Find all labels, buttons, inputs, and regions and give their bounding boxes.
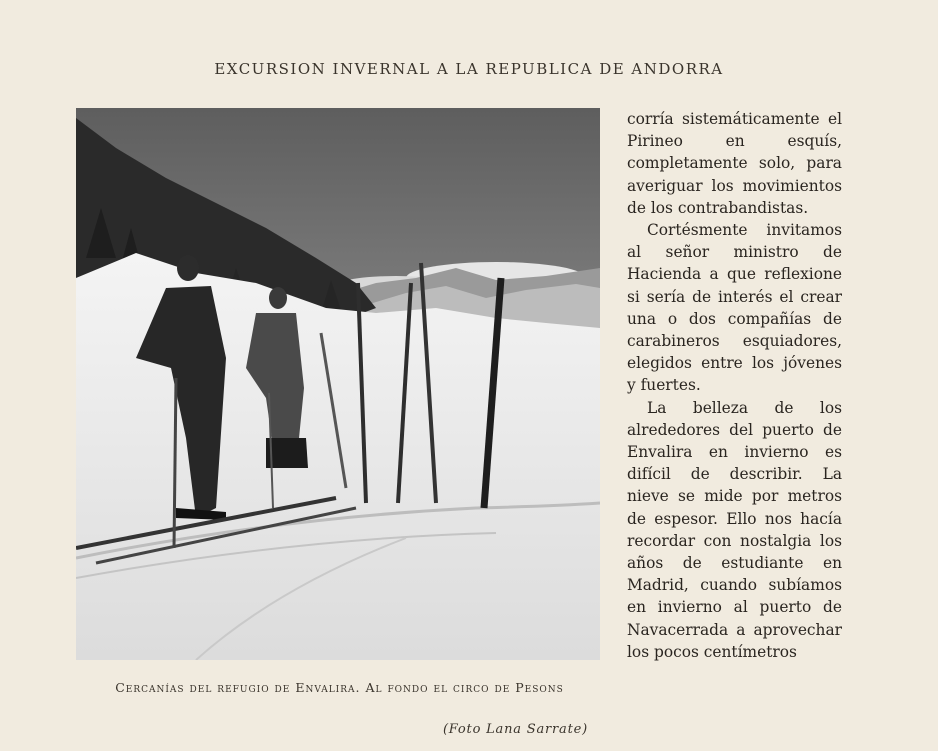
mountain-ski-scene — [76, 108, 600, 660]
photo-credit: (Foto Lana Sarrate) — [442, 722, 588, 737]
ski-photograph — [76, 108, 600, 660]
article-paragraph: corría sistemáticamente el Pirineo en esquís, completamente solo, para averiguar los movimientos de los contrabandistas. — [627, 110, 842, 217]
photo-caption: Cercanías del refugio de Envalira. Al fondo el circo de Pesons — [115, 680, 564, 695]
article-paragraph: La belleza de los alrededores del puerto de Envalira en invierno es difícil de describir. La nieve se mide por metros de espesor. Ello nos hacía recordar con nostalgia los años de estudiante en Madrid, cuando subíamos en invierno al puerto de Navacerrada a aprovechar los pocos centímetros — [627, 398, 842, 661]
running-header: EXCURSION INVERNAL A LA REPUBLICA DE ANDORRA — [214, 60, 724, 78]
article-paragraph: Cortésmente invitamos al señor ministro de Hacienda a que reflexione si sería de interés el crear una o dos compañías de carabineros esquiadores, elegidos entre los jóvenes y fuertes. — [627, 221, 842, 395]
article-column — [627, 108, 842, 663]
